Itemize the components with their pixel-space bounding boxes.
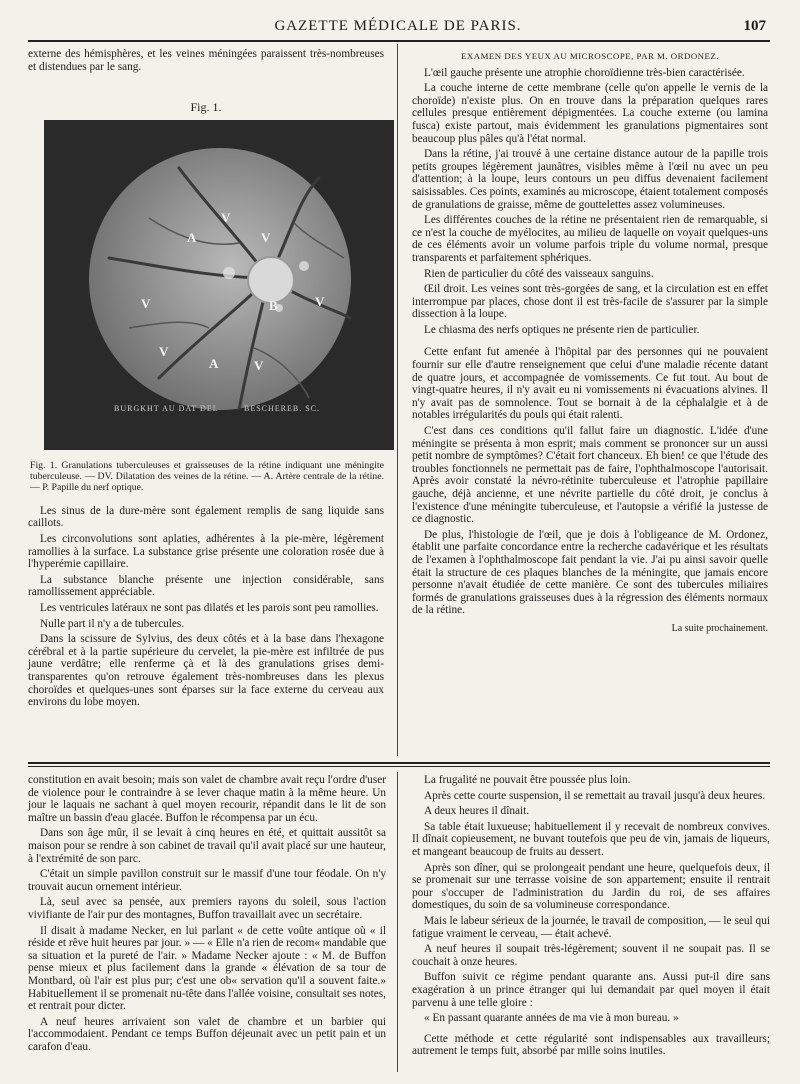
label-a: A [187,229,197,245]
feuilleton-right-column [412,774,770,1061]
feuilleton-paragraph: Après son dîner, qui se prolongeait pendant une heure, quelquefois deux, il se promenait sur une terrasse voisine de son appartement; ensuite il rentrait pour s'occuper de l'administration du Jardin du roi, de ses affaires domestiques, du soin de sa volumineuse correspondance. [412,861,770,912]
feuilleton-paragraph: Après cette courte suspension, il se remettait au travail jusqu'à deux heures. [424,789,766,802]
feuilleton-paragraph: « En passant quarante années de ma vie à mon bureau. » [424,1012,679,1025]
label-v: V [315,293,325,309]
journal-title: GAZETTE MÉDICALE DE PARIS. [274,18,522,34]
feuilleton-left-column [28,774,386,1056]
label-v: V [261,229,271,245]
feuilleton-paragraph: Il disait à madame Necker, en lui parlant « de cette voûte antique où « il réside et rêve huit heures par jour. » — « Elle n'a rien de recom« mandable que sa situation et la pureté de l'air. » Madame Necker ajoute : « M. de Buffon pense mieux et plus facilement dans la grande « élévation de sa tour de Montbard, où l'air est plus pur; c'est une ob« servation qu'il a souvent faite.» Habituellement il se promenait nu-tête dans l'allée voisine, consultait ses notes, et rentrait pour dicter. [28,924,386,1013]
feuilleton-paragraph: La frugalité ne pouvait être poussée plus loin. [424,774,631,786]
section-heading: EXAMEN DES YEUX AU MICROSCOPE, PAR M. ORDONEZ. [461,51,719,61]
feuilleton-paragraph: A neuf heures il soupait très-légèrement; souvent il ne soupait pas. Il se couchait à onze heures. [412,943,770,968]
body-paragraph: Les circonvolutions sont aplaties, adhérentes à la pie-mère, légèrement ramollies à la surface. La substance grise présente une coloration rosée due à l'hyperémie capillaire. [28,532,384,571]
label-v: V [254,357,264,373]
feuilleton-paragraph: Mais le labeur sérieux de la journée, le travail de composition, — le seul qui fatigue vraiment le cerveau, — était achevé. [412,914,770,940]
left-column [28,48,384,712]
feuilleton-paragraph: Dans son âge mûr, il se levait à cinq heures en été, et quittait aussitôt sa maison pour se rendre à son cabinet de travail qu'il avait placé sur une hauteur, à l'extrémité de son parc. [28,827,386,865]
feuilleton-paragraph: constitution en avait besoin; mais son valet de chambre avait reçu l'ordre d'user de violence pour le contraindre à se lever chaque matin à la même heure. Un jour le laquais ne sachant à quel moyen recourir, répandit dans le lit de son maître un bassin d'eau glacée. Buffon le récompensa par un écu. [28,774,386,824]
feuilleton-paragraph: Là, seul avec sa pensée, aux premiers rayons du soleil, sous l'action vivifiante de l'air pur des montagnes, Buffon travaillait avec un secrétaire. [28,896,386,921]
retinal-vessels-drawing [89,148,351,410]
body-paragraph: C'est dans ces conditions qu'il fallut faire un diagnostic. L'idée d'une méningite se présenta à mon esprit; mais comment se prononcer sur un aussi petit nombre de symptômes? C'était fort chanceux. Eh bien! ce que l'étude des troubles fonctionnels ne permettait pas de faire, l'ophthalmoscope l'autorisait. Après avoir constaté la névro-rétinite tuberculeuse et l'atrophie papillaire gauche, déjà ancienne, et une névrite partielle du côté droit, je conclus à l'existence d'une méningite tuberculeuse, et l'autopsie a vérifié la justesse de ce diagnostic. [412,425,768,526]
body-paragraph: La couche interne de cette membrane (celle qu'on appelle le vernis de la choroïde) n'existe plus. On en trouve dans la préparation quelques rares cellules presque entièrement dépigmentées. La couche externe (ou lamina fusca) existe partout, mais évidemment les granulations pigmentaires sont beaucoup plus pâles qu'à l'état normal. [412,82,768,145]
engraver-credit-right: BESCHEREB. SC. [244,404,321,414]
body-paragraph: Œil droit. Les veines sont très-gorgées de sang, et la circulation est en effet interrompue par places, chose dont il est très-facile de s'assurer par la simple dissection à la loupe. [412,283,768,321]
header-rule [28,40,770,42]
feuilleton-paragraph: A deux heures il dînait. [424,805,530,818]
continued-note: La suite prochainement. [671,622,768,634]
body-paragraph: Nulle part il n'y a de tubercules. [40,617,185,630]
feuilleton-paragraph: Buffon suivit ce régime pendant quarante ans. Aussi put-il dire sans exagération à un prince étranger qui lui demandait par quel moyen il était parvenu à une telle gloire : [412,971,770,1009]
body-paragraph: La substance blanche présente une injection considérable, sans ramollissement appréciable. [28,573,384,599]
fundus-disc [89,148,351,410]
feuilleton-rule-thin [28,766,770,767]
body-paragraph: Les ventricules latéraux ne sont pas dilatés et les parois sont peu ramollies. [40,601,379,614]
body-paragraph: Dans la rétine, j'ai trouvé à une certaine distance autour de la papille trois petits groupes légèrement jaunâtres, visibles même à l'œil nu avec un peu d'attention; à la loupe, leurs contours un peu diffus devenaient facilement saisissables. Ces points, examinés au microscope, étaient totalement composés de granulations de graisse, même de gouttelettes assez volumineuses. [412,148,768,211]
feuilleton-paragraph: Sa table était luxueuse; habituellement il y recevait de nombreux convives. Il dînait copieusement, ne buvant toutefois que peu de vin, jamais de liqueurs, et mangeant beaucoup de fruits au dessert. [412,820,770,858]
feuilleton-divider [397,772,398,1072]
label-a: A [209,355,219,371]
intro-paragraph: externe des hémisphères, et les veines méningées paraissent très-nombreuses et distendues par le sang. [28,48,384,73]
retina-figure [44,120,394,450]
body-paragraph: Les différentes couches de la rétine ne présentaient rien de remarquable, si ce n'est la couche de myélocites, au milieu de laquelle on voyait quelques-uns de ces éléments avoir un volume parfois triple du volume normal, presque transparents et parfaitement sphériques. [412,214,768,264]
engraver-credit-left: BURGKHT AU DAT DEL [114,404,219,414]
feuilleton-rule [28,762,770,764]
body-paragraph: Rien de particulier du côté des vaisseaux sanguins. [424,267,654,280]
caption-text: Fig. 1. Granulations tuberculeuses et graisseuses de la rétine indiquant une méningite tuberculeuse. — DV. Dilatation des veines de la rétine. — A. Artère centrale de la rétine. — P. Papille du nerf optique. [30,459,384,493]
feuilleton-paragraph: C'était un simple pavillon construit sur le massif d'une tour féodale. On n'y trouvait aucun ornement intérieur. [28,868,386,893]
body-paragraph: De plus, l'histologie de l'œil, que je dois à l'obligeance de M. Ordonez, établit une parfaite concordance entre la recherche cadavérique et les résultats de l'examen à l'ophthalmoscope fait pendant la vie. J'ai pu ainsi savoir quelle était la structure de ces plaques blanches de la méningite, que jamais encore personne n'avait étudiée de cette manière. Ce sont des tubercules miliaires formés de granulations graisseuses dues à la régression des éléments normaux de la rétine. [412,528,768,617]
body-paragraph: Cette enfant fut amenée à l'hôpital par des personnes qui ne pouvaient fournir sur elle d'autre renseignement que celui d'une maladie récente datant de quatre jours, et accompagnée de vomissements. Ce fut tout. Au bout de vingt-quatre heures, il n'y avait eu ni vomissements ni évacuations alvines. Il n'y avait pas de somnolence. Tout se bornait à de la céphalalgie et à de notables irrégularités du pouls qui était ralenti. [412,346,768,422]
label-v: V [141,295,151,311]
right-column [412,48,768,636]
body-paragraph: Les sinus de la dure-mère sont également remplis de sang liquide sans caillots. [28,504,384,530]
feuilleton-paragraph: A neuf heures arrivaient son valet de chambre et un barbier qui l'accommodaient. Pendant ce temps Buffon déjeunait avec un petit pain et un carafon d'eau. [28,1015,386,1053]
figure-label: Fig. 1. [190,100,222,115]
label-v: V [221,209,231,225]
page-number: 107 [743,18,766,34]
page-header [28,18,768,38]
label-v: V [159,343,169,359]
figure-caption [30,460,384,493]
body-paragraph: Le chiasma des nerfs optiques ne présente rien de particulier. [424,323,700,336]
label-b: B [269,297,278,313]
body-paragraph: Dans la scissure de Sylvius, des deux côtés et à la base dans l'hexagone cérébral et à la partie supérieure du cervelet, la pie-mère est infiltrée de pus jaune verdâtre; elle renferme çà et là des granulations grises demi-transparentes qu'on retrouve également très-nombreuses dans les plexus choroïdes et quelques-unes sont éparses sur la face externe du cerveau aux environs du lobe moyen. [28,633,384,709]
feuilleton-paragraph: Cette méthode et cette régularité sont indispensables aux travailleurs; autrement le temps fuit, absorbé par mille soins inutiles. [412,1032,770,1058]
optic-papilla [247,256,295,304]
column-divider [397,44,398,756]
body-paragraph: L'œil gauche présente une atrophie choroïdienne très-bien caractérisée. [424,66,745,79]
